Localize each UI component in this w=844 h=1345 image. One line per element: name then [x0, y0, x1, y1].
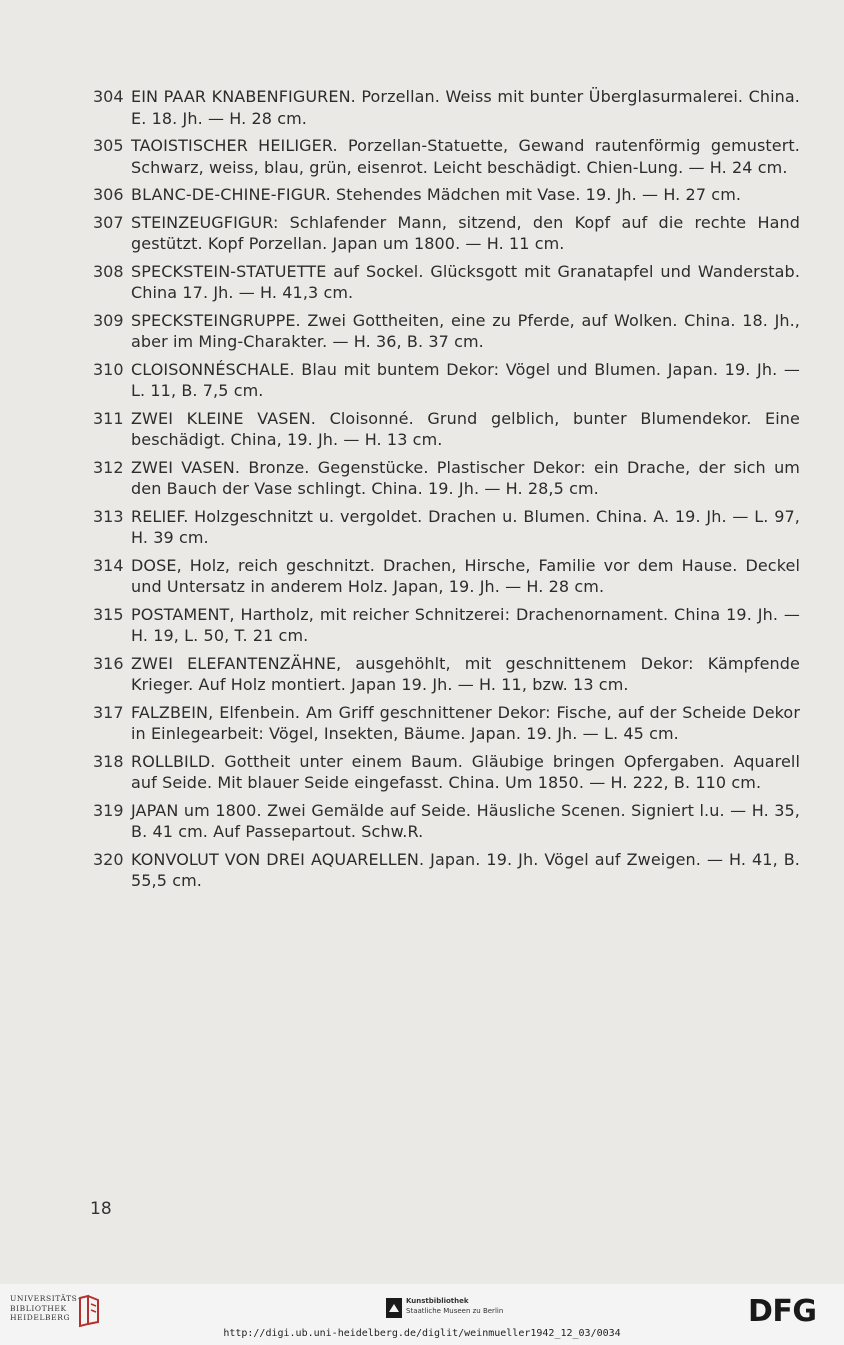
entry-description: ZWEI VASEN. Bronze. Gegenstücke. Plastischer Dekor: ein Drache, der sich um den Bauch der Vase schlingt. China. 19. Jh. — H. 28,5 cm.	[131, 457, 800, 498]
catalog-entry	[88, 408, 800, 451]
entry-number: 306	[93, 185, 124, 204]
catalog-entry	[88, 555, 800, 598]
page-number: 18	[90, 1199, 112, 1219]
kb-subtitle: Staatliche Museen zu Berlin	[406, 1307, 504, 1315]
catalog-entry	[88, 184, 800, 206]
entry-number: 310	[93, 359, 124, 379]
entry-description: CLOISONNÉSCHALE. Blau mit buntem Dekor: Vögel und Blumen. Japan. 19. Jh. — L. 11, B. 7,5 cm.	[131, 359, 800, 400]
catalog-entry	[88, 135, 800, 178]
kunstbibliothek-logo[interactable]	[386, 1296, 536, 1324]
entry-number: 311	[93, 408, 124, 428]
entry-description: POSTAMENT, Hartholz, mit reicher Schnitzerei: Drachenornament. China 19. Jh. — H. 19, L. 50, T. 21 cm.	[131, 604, 800, 645]
entry-number: 308	[93, 261, 124, 281]
kunstbibliothek-logo-icon	[386, 1298, 402, 1318]
catalog-entry	[88, 604, 800, 647]
university-library-logo[interactable]	[10, 1294, 120, 1330]
dfg-logo[interactable]: DFG	[748, 1294, 817, 1329]
entry-description: FALZBEIN, Elfenbein. Am Griff geschnittener Dekor: Fische, auf der Scheide Dekor in Einlegearbeit: Vögel, Insekten, Bäume. Japan. 19. Jh. — L. 45 cm.	[131, 702, 800, 743]
entry-number: 315	[93, 604, 124, 624]
entry-number: 316	[93, 653, 124, 673]
entry-number: 305	[93, 136, 124, 155]
entry-description: EIN PAAR KNABENFIGUREN. Porzellan. Weiss mit bunter Überglasurmalerei. China. E. 18. Jh. — H. 28 cm.	[131, 87, 800, 128]
university-emblem-icon	[76, 1294, 102, 1328]
entry-number: 314	[93, 555, 124, 575]
catalog-entry	[88, 457, 800, 500]
entry-number: 307	[93, 212, 124, 232]
uni-line-1: UNIVERSITÄTS-	[10, 1294, 81, 1303]
entry-description: JAPAN um 1800. Zwei Gemälde auf Seide. Häusliche Scenen. Signiert l.u. — H. 35, B. 41 cm. Auf Passepartout. Schw.R.	[131, 800, 800, 841]
entry-number: 312	[93, 457, 124, 477]
catalog-entry	[88, 86, 800, 129]
entry-number: 319	[93, 800, 124, 820]
entry-description: ROLLBILD. Gottheit unter einem Baum. Gläubige bringen Opfergaben. Aquarell auf Seide. Mit blauer Seide eingefasst. China. Um 1850. — H. 222, B. 110 cm.	[131, 751, 800, 792]
catalog-entry	[88, 359, 800, 402]
entry-description: STEINZEUGFIGUR: Schlafender Mann, sitzend, den Kopf auf die rechte Hand gestützt. Kopf Porzellan. Japan um 1800. — H. 11 cm.	[131, 212, 800, 253]
entry-description: TAOISTISCHER HEILIGER. Porzellan-Statuette, Gewand rautenförmig gemustert. Schwarz, weiss, blau, grün, eisenrot. Leicht beschädigt. Chien-Lung. — H. 24 cm.	[131, 136, 800, 177]
kunstbibliothek-name	[406, 1296, 503, 1316]
catalog-entry	[88, 800, 800, 843]
entry-number: 317	[93, 702, 124, 722]
catalog-entry	[88, 212, 800, 255]
entry-description: RELIEF. Holzgeschnitzt u. vergoldet. Drachen u. Blumen. China. A. 19. Jh. — L. 97, H. 39 cm.	[131, 506, 800, 547]
entry-description: KONVOLUT VON DREI AQUARELLEN. Japan. 19. Jh. Vögel auf Zweigen. — H. 41, B. 55,5 cm.	[131, 849, 800, 890]
kb-title: Kunstbibliothek	[406, 1297, 469, 1305]
catalog-entry	[88, 751, 800, 794]
catalog-entry	[88, 849, 800, 892]
entry-description: ZWEI ELEFANTENZÄHNE, ausgehöhlt, mit geschnittenem Dekor: Kämpfende Krieger. Auf Holz montiert. Japan 19. Jh. — H. 11, bzw. 13 cm.	[131, 653, 800, 694]
entry-number: 309	[93, 310, 124, 330]
entry-description: SPECKSTEINGRUPPE. Zwei Gottheiten, eine zu Pferde, auf Wolken. China. 18. Jh., aber im Ming-Charakter. — H. 36, B. 37 cm.	[131, 310, 800, 351]
uni-line-3: HEIDELBERG	[10, 1313, 71, 1322]
entry-number: 313	[93, 506, 124, 526]
entry-description: SPECKSTEIN-STATUETTE auf Sockel. Glücksgott mit Granatapfel und Wanderstab. China 17. Jh. — H. 41,3 cm.	[131, 261, 800, 302]
catalog-entry	[88, 310, 800, 353]
catalog-entry-list	[88, 86, 800, 898]
catalog-entry	[88, 506, 800, 549]
entry-number: 304	[93, 87, 124, 106]
catalog-entry	[88, 261, 800, 304]
university-library-name	[10, 1294, 81, 1323]
catalog-entry	[88, 702, 800, 745]
entry-number: 318	[93, 751, 124, 771]
entry-number: 320	[93, 849, 124, 869]
catalog-entry	[88, 653, 800, 696]
entry-description: DOSE, Holz, reich geschnitzt. Drachen, Hirsche, Familie vor dem Hause. Deckel und Untersatz in anderem Holz. Japan, 19. Jh. — H. 28 cm.	[131, 555, 800, 596]
source-url-link[interactable]: http://digi.ub.uni-heidelberg.de/diglit/weinmueller1942_12_03/0034	[223, 1328, 621, 1339]
entry-description: ZWEI KLEINE VASEN. Cloisonné. Grund gelblich, bunter Blumendekor. Eine beschädigt. China, 19. Jh. — H. 13 cm.	[131, 408, 800, 449]
entry-description: BLANC-DE-CHINE-FIGUR. Stehendes Mädchen mit Vase. 19. Jh. — H. 27 cm.	[131, 185, 742, 204]
uni-line-2: BIBLIOTHEK	[10, 1303, 67, 1313]
